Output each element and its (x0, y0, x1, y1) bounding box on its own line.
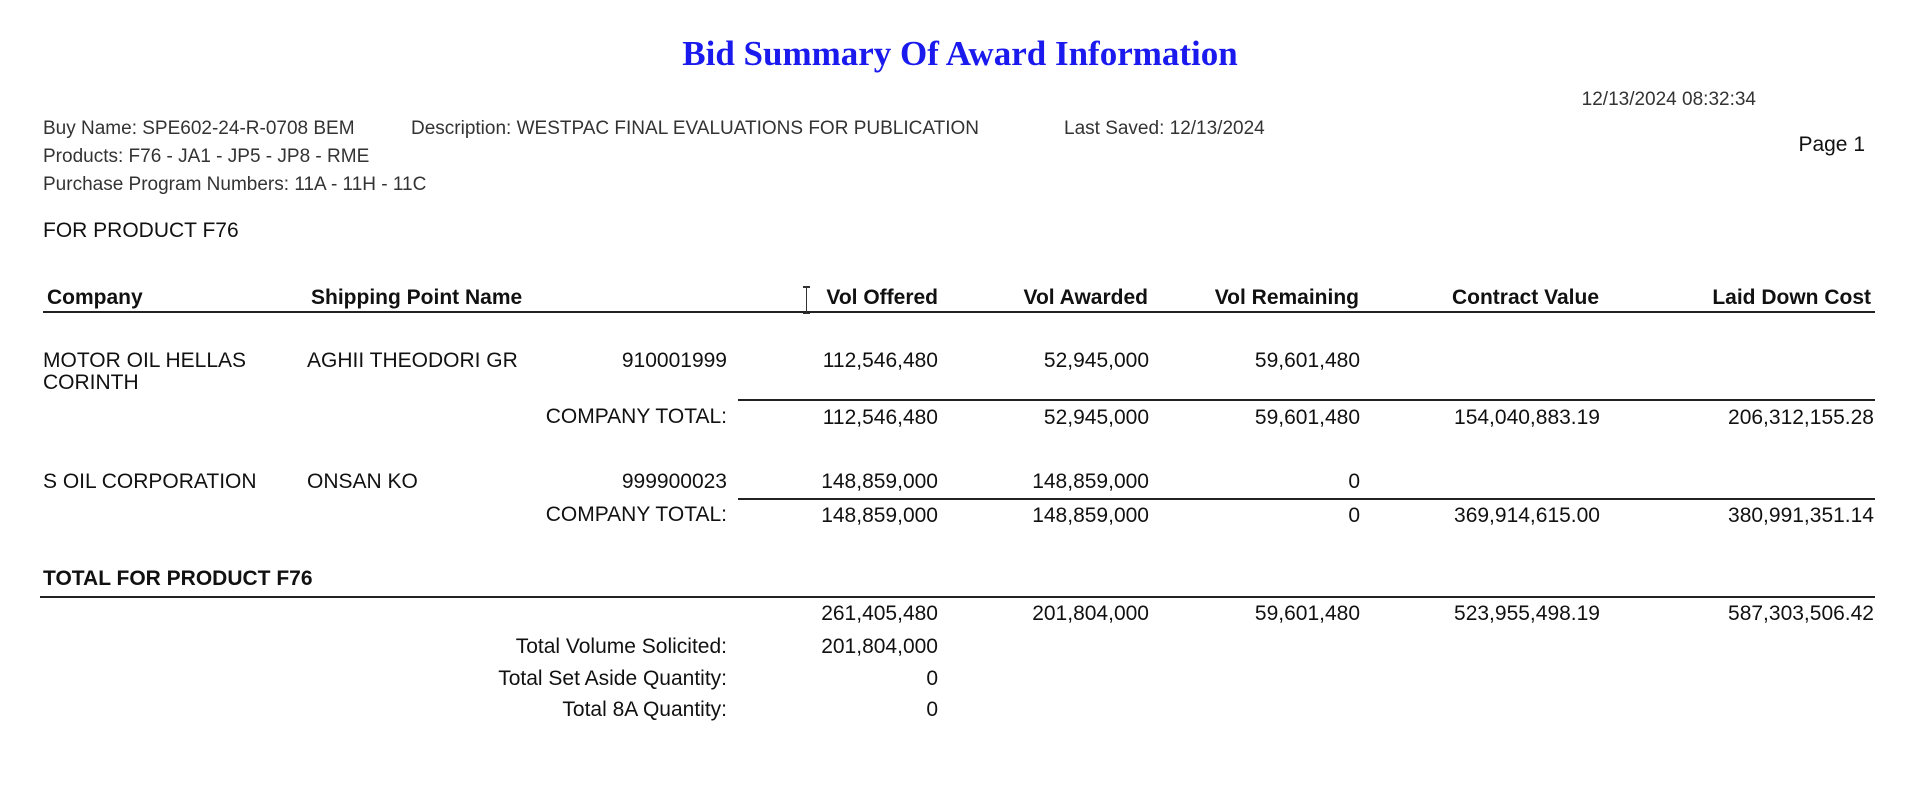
report-timestamp: 12/13/2024 08:32:34 (1581, 89, 1756, 110)
company-name-cont: CORINTH (43, 371, 139, 394)
vol-remaining: 59,601,480 (1254, 349, 1360, 372)
shipping-code: 910001999 (621, 349, 727, 372)
col-laid-down-cost: Laid Down Cost (1712, 286, 1871, 309)
vol-awarded: 148,859,000 (1032, 470, 1149, 493)
summary-label-8a: Total 8A Quantity: (562, 698, 727, 721)
col-vol-offered: Vol Offered (826, 286, 938, 309)
company-name: S OIL CORPORATION (43, 470, 257, 493)
summary-value-volume-solicited: 201,804,000 (821, 635, 938, 658)
total-vol-awarded: 148,859,000 (1032, 504, 1149, 527)
summary-label-volume-solicited: Total Volume Solicited: (515, 635, 727, 658)
total-contract-value: 154,040,883.19 (1454, 406, 1600, 429)
shipping-point: AGHII THEODORI GR (307, 349, 518, 372)
product-vol-offered: 261,405,480 (821, 602, 938, 625)
col-contract-value: Contract Value (1451, 286, 1599, 309)
summary-label-set-aside: Total Set Aside Quantity: (498, 667, 727, 690)
total-vol-offered: 148,859,000 (821, 504, 938, 527)
total-contract-value: 369,914,615.00 (1454, 504, 1600, 527)
company-total-label: COMPANY TOTAL: (545, 503, 727, 526)
col-vol-remaining: Vol Remaining (1214, 286, 1359, 309)
col-company: Company (47, 286, 143, 309)
company-name: MOTOR OIL HELLAS (43, 349, 247, 372)
total-vol-awarded: 52,945,000 (1043, 406, 1149, 429)
header-rule (43, 311, 1875, 313)
page-number: Page 1 (1798, 133, 1865, 156)
product-contract-value: 523,955,498.19 (1454, 602, 1600, 625)
total-laid-down-cost: 206,312,155.28 (1728, 406, 1874, 429)
total-vol-remaining: 0 (1348, 504, 1360, 527)
product-total-label: TOTAL FOR PRODUCT F76 (43, 567, 313, 590)
product-vol-awarded: 201,804,000 (1032, 602, 1149, 625)
vol-awarded: 52,945,000 (1043, 349, 1149, 372)
total-laid-down-cost: 380,991,351.14 (1728, 504, 1874, 527)
summary-value-8a: 0 (926, 698, 938, 721)
products: Products: F76 - JA1 - JP5 - JP8 - RME (43, 146, 370, 167)
company-total-label: COMPANY TOTAL: (545, 405, 727, 428)
report-title: Bid Summary Of Award Information (682, 34, 1238, 73)
col-shipping-point: Shipping Point Name (311, 286, 523, 309)
product-total-rule (40, 596, 1875, 598)
text-cursor-icon (806, 286, 814, 314)
vol-remaining: 0 (1348, 470, 1360, 493)
vol-offered: 112,546,480 (822, 349, 938, 372)
shipping-code: 999900023 (621, 470, 727, 493)
company-total-rule (738, 498, 1875, 500)
shipping-point: ONSAN KO (307, 470, 418, 493)
total-vol-remaining: 59,601,480 (1254, 406, 1360, 429)
section-title: FOR PRODUCT F76 (43, 219, 239, 242)
summary-value-set-aside: 0 (926, 667, 938, 690)
product-vol-remaining: 59,601,480 (1254, 602, 1360, 625)
purchase-program-numbers: Purchase Program Numbers: 11A - 11H - 11C (43, 174, 427, 195)
description: Description: WESTPAC FINAL EVALUATIONS FOR PUBLICATION (411, 118, 979, 139)
product-laid-down-cost: 587,303,506.42 (1728, 602, 1874, 625)
vol-offered: 148,859,000 (821, 470, 938, 493)
last-saved: Last Saved: 12/13/2024 (1064, 118, 1265, 139)
col-vol-awarded: Vol Awarded (1023, 286, 1148, 309)
buy-name: Buy Name: SPE602-24-R-0708 BEM (43, 118, 355, 139)
company-total-rule (738, 399, 1875, 401)
total-vol-offered: 112,546,480 (822, 406, 938, 429)
